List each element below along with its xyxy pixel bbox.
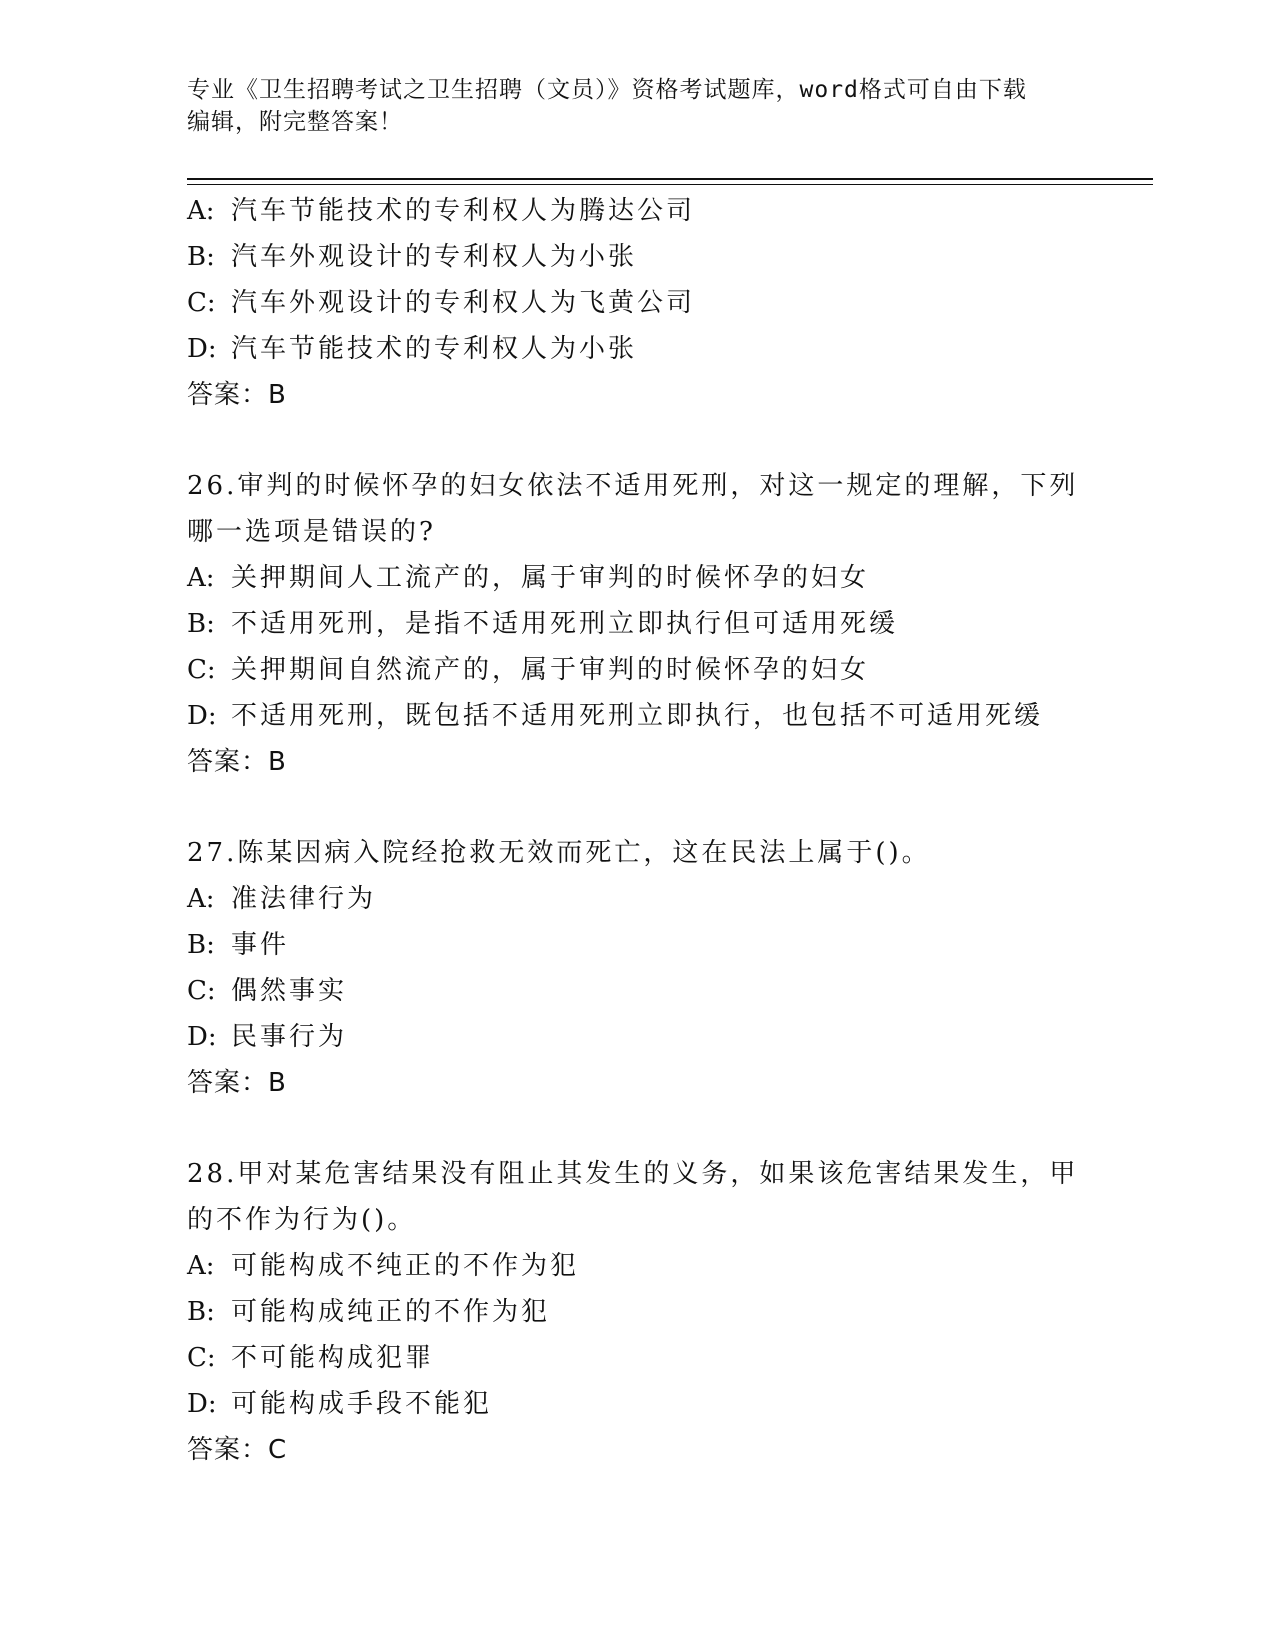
option-text: 可能构成手段不能犯 <box>231 1389 493 1419</box>
question-27 <box>187 830 1087 1106</box>
option-text: 不适用死刑，是指不适用死刑立即执行但可适用死缓 <box>231 609 899 639</box>
header-line-1 <box>187 74 1087 106</box>
option-key: A: <box>187 563 215 593</box>
option-a <box>187 188 1087 234</box>
option-a <box>187 555 1087 601</box>
option-b <box>187 1289 1087 1335</box>
option-key: B: <box>187 930 215 960</box>
option-text: 不适用死刑，既包括不适用死刑立即执行，也包括不可适用死缓 <box>231 701 1044 731</box>
option-c <box>187 647 1087 693</box>
question-stem-line: 28.甲对某危害结果没有阻止其发生的义务，如果该危害结果发生，甲 <box>187 1159 1079 1189</box>
option-text: 不可能构成犯罪 <box>231 1343 435 1373</box>
header-line-1-prefix: 专业《卫生招聘考试之卫生招聘（文员）》资格考试题库， <box>187 77 800 103</box>
option-c <box>187 280 1087 326</box>
option-key: C: <box>187 655 216 685</box>
option-key: A: <box>187 196 215 226</box>
question-stem-line: 27.陈某因病入院经抢救无效而死亡，这在民法上属于()。 <box>187 838 931 868</box>
option-key: D: <box>187 1389 217 1419</box>
option-key: D: <box>187 334 217 364</box>
option-key: D: <box>187 1022 217 1052</box>
question-25-tail <box>187 188 1087 418</box>
question-28 <box>187 1151 1087 1473</box>
option-text: 汽车外观设计的专利权人为飞黄公司 <box>231 288 696 318</box>
question-stem-line: 的不作为行为()。 <box>187 1205 417 1235</box>
option-text: 事件 <box>231 930 290 960</box>
option-key: B: <box>187 242 215 272</box>
header-line-1-suffix: 格式可自由下载 <box>858 77 1027 103</box>
option-text: 汽车节能技术的专利权人为小张 <box>231 334 638 364</box>
option-text: 关押期间人工流产的，属于审判的时候怀孕的妇女 <box>231 563 870 593</box>
answer-label: 答案：B <box>187 380 287 410</box>
option-text: 关押期间自然流产的，属于审判的时候怀孕的妇女 <box>231 655 870 685</box>
option-key: C: <box>187 976 216 1006</box>
option-text: 准法律行为 <box>231 884 377 914</box>
option-d <box>187 693 1087 739</box>
option-text: 汽车节能技术的专利权人为腾达公司 <box>231 196 696 226</box>
option-key: A: <box>187 884 215 914</box>
header-word-label: word <box>799 77 859 103</box>
option-text: 可能构成纯正的不作为犯 <box>231 1297 551 1327</box>
option-text: 可能构成不纯正的不作为犯 <box>231 1251 580 1281</box>
header-divider-thick <box>187 178 1153 180</box>
option-a <box>187 1243 1087 1289</box>
answer-label: 答案：C <box>187 1435 288 1465</box>
question-26 <box>187 463 1087 785</box>
option-key: C: <box>187 288 216 318</box>
option-key: B: <box>187 1297 215 1327</box>
option-b <box>187 601 1087 647</box>
option-key: A: <box>187 1251 215 1281</box>
document-header <box>187 74 1087 138</box>
header-divider-thin <box>187 184 1153 185</box>
header-line-2: 编辑，附完整答案！ <box>187 109 403 135</box>
option-d <box>187 1014 1087 1060</box>
answer-label: 答案：B <box>187 747 287 777</box>
option-b <box>187 234 1087 280</box>
question-list <box>187 188 1087 1473</box>
question-spacer <box>187 1106 1087 1151</box>
option-c <box>187 968 1087 1014</box>
option-d <box>187 326 1087 372</box>
option-a <box>187 876 1087 922</box>
option-text: 偶然事实 <box>231 976 348 1006</box>
option-d <box>187 1381 1087 1427</box>
question-stem-line: 哪一选项是错误的? <box>187 517 436 547</box>
option-b <box>187 922 1087 968</box>
question-spacer <box>187 785 1087 830</box>
option-key: C: <box>187 1343 216 1373</box>
option-key: D: <box>187 701 217 731</box>
option-text: 汽车外观设计的专利权人为小张 <box>231 242 638 272</box>
option-c <box>187 1335 1087 1381</box>
question-stem-line: 26.审判的时候怀孕的妇女依法不适用死刑，对这一规定的理解，下列 <box>187 471 1079 501</box>
question-spacer <box>187 418 1087 463</box>
option-key: B: <box>187 609 215 639</box>
answer-label: 答案：B <box>187 1068 287 1098</box>
option-text: 民事行为 <box>231 1022 348 1052</box>
